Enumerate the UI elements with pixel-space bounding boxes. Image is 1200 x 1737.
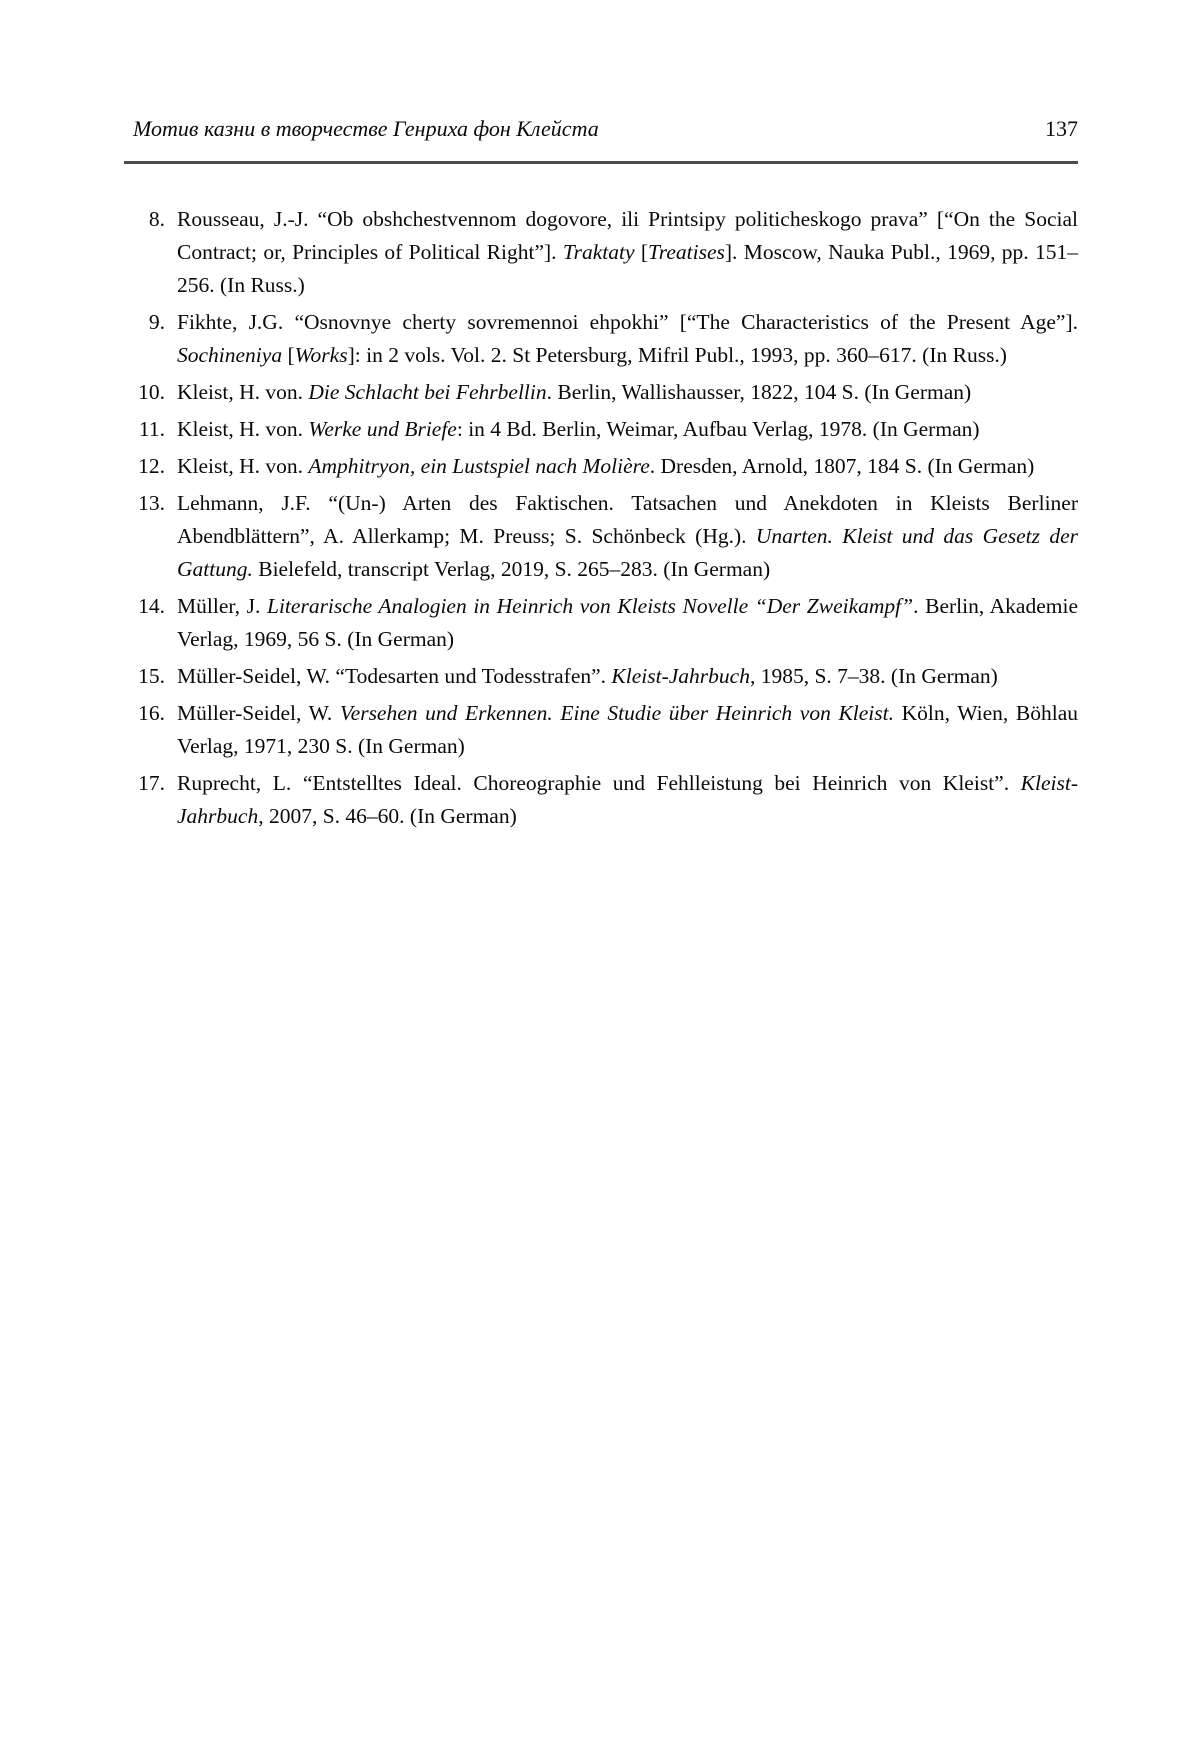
reference-text-segment: Kleist, H. von. bbox=[177, 454, 309, 478]
reference-text-segment: . Dresden, Arnold, 1807, 184 S. (In German) bbox=[649, 454, 1035, 478]
reference-item bbox=[133, 376, 1078, 409]
page-number: 137 bbox=[1045, 116, 1078, 141]
reference-text-segment: : in 4 Bd. Berlin, Weimar, Aufbau Verlag, 1978. (In German) bbox=[456, 417, 980, 441]
reference-title-italic: Werke und Briefe bbox=[308, 417, 457, 441]
reference-text-segment: Rousseau, J.-J. “Ob obshchestvennom dogovore, ili Printsipy politicheskogo prava” [“On the Social Contract; or, Principles of Political Right”]. bbox=[177, 207, 1078, 264]
reference-number: 13. bbox=[138, 491, 165, 515]
reference-text-segment: ]: in 2 vols. Vol. 2. St Petersburg, Mifril Publ., 1993, pp. 360–617. (In Russ.) bbox=[347, 343, 1007, 367]
reference-text-segment: . Berlin, Wallishausser, 1822, 104 S. (In German) bbox=[546, 380, 972, 404]
reference-text-segment: Ruprecht, L. “Entstelltes Ideal. Choreographie und Fehlleistung bei Heinrich von Kleist”. bbox=[177, 771, 1021, 795]
reference-list bbox=[133, 203, 1078, 837]
reference-text-segment: . Berlin, Akademie Verlag, 1969, 56 S. (In German) bbox=[177, 594, 1078, 651]
reference-title-italic: Treatises bbox=[648, 240, 725, 264]
reference-text bbox=[177, 590, 1078, 656]
reference-item bbox=[133, 660, 1078, 693]
reference-text bbox=[177, 660, 1078, 693]
reference-number: 17. bbox=[138, 771, 165, 795]
reference-title-italic: Sochineniya bbox=[177, 343, 283, 367]
reference-title-italic: Die Schlacht bei Fehrbellin bbox=[308, 380, 547, 404]
reference-text-segment: ]. Moscow, Nauka Publ., 1969, pp. 151–256. (In Russ.) bbox=[177, 240, 1078, 297]
reference-text-segment: Kleist, H. von. bbox=[177, 380, 309, 404]
reference-item bbox=[133, 590, 1078, 656]
reference-text-segment: Müller-Seidel, W. bbox=[177, 701, 340, 725]
reference-text-segment: , 1985, S. 7–38. (In German) bbox=[749, 664, 998, 688]
reference-text bbox=[177, 487, 1078, 586]
reference-text bbox=[177, 376, 1078, 409]
reference-text-segment: Müller-Seidel, W. “Todesarten und Todesstrafen”. bbox=[177, 664, 612, 688]
reference-item bbox=[133, 450, 1078, 483]
reference-title-italic: Kleist-Jahrbuch bbox=[611, 664, 750, 688]
reference-item bbox=[133, 487, 1078, 586]
reference-number: 11. bbox=[138, 417, 165, 441]
reference-text bbox=[177, 203, 1078, 302]
reference-title-italic: Kleist-Jahrbuch bbox=[177, 771, 1078, 828]
reference-title-italic: Unarten. Kleist und das Gesetz der Gattung. bbox=[177, 524, 1078, 581]
reference-title-italic: Versehen und Erkennen. Eine Studie über Heinrich von Kleist. bbox=[339, 701, 894, 725]
reference-text-segment: Lehmann, J.F. “(Un-) Arten des Faktischen. Tatsachen und Anekdoten in Kleists Berliner Abendblättern”, A. Allerkamp; M. Preuss; S. Schönbeck (Hg.). bbox=[177, 491, 1078, 548]
reference-number: 12. bbox=[138, 454, 165, 478]
reference-text-segment: Kleist, H. von. bbox=[177, 417, 309, 441]
reference-title-italic: Traktaty bbox=[562, 240, 635, 264]
reference-text-segment: Fikhte, J.G. “Osnovnye cherty sovremennoi ehpokhi” [“The Characteristics of the Present Age”]. bbox=[177, 310, 1078, 334]
reference-text-segment: [ bbox=[282, 343, 295, 367]
reference-number: 15. bbox=[138, 664, 165, 688]
reference-number: 9. bbox=[148, 310, 165, 334]
reference-text bbox=[177, 697, 1078, 763]
reference-text-segment: [ bbox=[634, 240, 649, 264]
header-rule bbox=[124, 161, 1078, 164]
reference-text bbox=[177, 413, 1078, 446]
reference-text-segment: Köln, Wien, Böhlau Verlag, 1971, 230 S. (In German) bbox=[177, 701, 1079, 758]
reference-item bbox=[133, 767, 1078, 833]
reference-title-italic: Amphitryon, ein Lustspiel nach Molière bbox=[308, 454, 650, 478]
reference-text bbox=[177, 767, 1078, 833]
reference-text-segment: , 2007, S. 46–60. (In German) bbox=[258, 804, 517, 828]
reference-text bbox=[177, 306, 1078, 372]
reference-item bbox=[133, 697, 1078, 763]
reference-text-segment: Müller, J. bbox=[177, 594, 267, 618]
reference-number: 16. bbox=[138, 701, 165, 725]
reference-item bbox=[133, 413, 1078, 446]
reference-item bbox=[133, 306, 1078, 372]
reference-text bbox=[177, 450, 1078, 483]
reference-number: 14. bbox=[138, 594, 165, 618]
reference-title-italic: Works bbox=[294, 343, 348, 367]
reference-title-italic: Literarische Analogien in Heinrich von Kleists Novelle “Der Zweikampf” bbox=[267, 594, 914, 618]
reference-number: 10. bbox=[138, 380, 165, 404]
page-header bbox=[133, 116, 1078, 142]
running-title: Мотив казни в творчестве Генриха фон Клейста bbox=[133, 116, 599, 141]
reference-text-segment: Bielefeld, transcript Verlag, 2019, S. 265–283. (In German) bbox=[252, 557, 771, 581]
reference-number: 8. bbox=[148, 207, 165, 231]
reference-item bbox=[133, 203, 1078, 302]
